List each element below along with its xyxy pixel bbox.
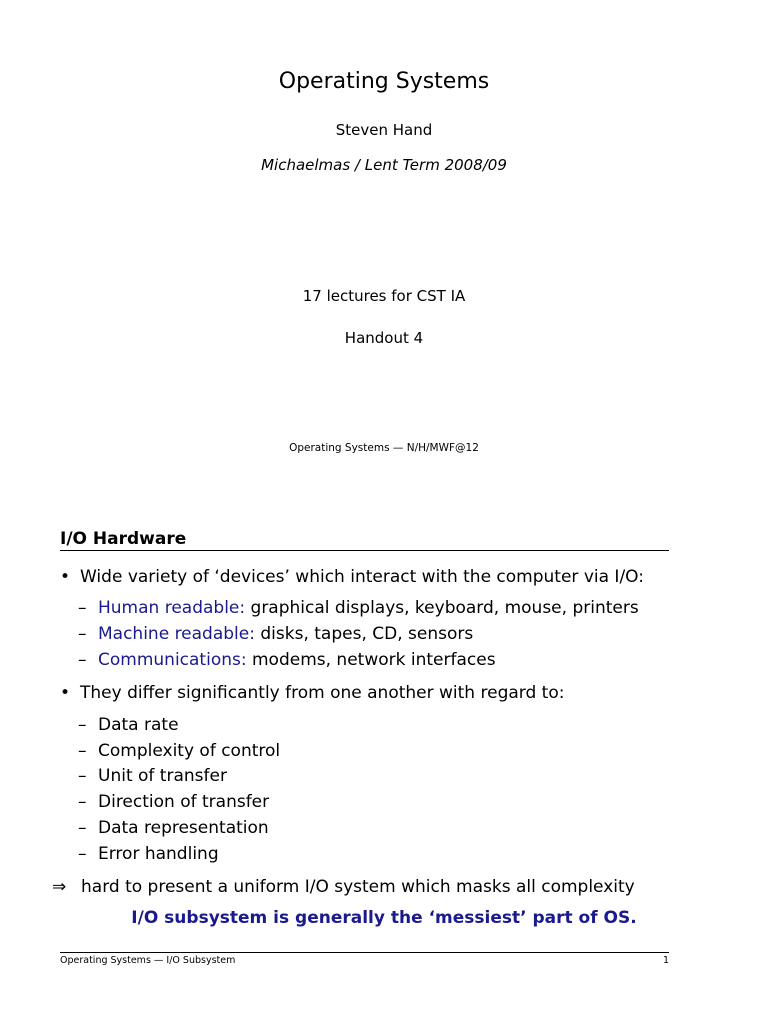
author-name: Steven Hand bbox=[335, 121, 433, 139]
device-examples: disks, tapes, CD, sensors bbox=[254, 624, 474, 644]
emphasis-statement: I/O subsystem is generally the ‘messiest’ part of OS. bbox=[131, 908, 637, 928]
dash-marker: – bbox=[78, 844, 87, 864]
sub-item-text: Data representation bbox=[98, 818, 269, 838]
term-separator: : bbox=[249, 624, 255, 644]
bullet-marker: • bbox=[60, 683, 71, 703]
device-category-term: Machine readable bbox=[98, 624, 250, 644]
slide-footer: Operating Systems — I/O Subsystem bbox=[60, 955, 236, 966]
bullet-text: They differ significantly from one another with regard to: bbox=[80, 683, 565, 703]
dash-marker: – bbox=[78, 650, 87, 670]
dash-marker: – bbox=[78, 598, 87, 618]
page-number: 1 bbox=[662, 955, 669, 966]
term-separator: : bbox=[240, 650, 247, 670]
sub-item-text: Direction of transfer bbox=[98, 792, 270, 812]
implies-arrow-icon: ⇒ bbox=[52, 877, 67, 897]
device-category-term: Communications bbox=[98, 650, 241, 670]
conclusion-text: hard to present a uniform I/O system which masks all complexity bbox=[81, 877, 635, 897]
bullet-marker: • bbox=[60, 567, 71, 587]
dash-marker: – bbox=[78, 715, 87, 735]
term-separator: : bbox=[239, 598, 246, 618]
term-label: Michaelmas / Lent Term 2008/09 bbox=[261, 156, 507, 174]
bullet-text: Wide variety of ‘devices’ which interact with the computer via I/O: bbox=[80, 567, 644, 587]
lecture-count: 17 lectures for CST IA bbox=[302, 287, 466, 305]
dash-marker: – bbox=[78, 624, 87, 644]
section-heading: I/O Hardware bbox=[60, 529, 187, 549]
sub-item-text bbox=[98, 649, 496, 671]
sub-item-text bbox=[98, 623, 473, 645]
device-category-term: Human readable bbox=[98, 598, 240, 618]
dash-marker: – bbox=[78, 818, 87, 838]
device-examples: modems, network interfaces bbox=[246, 650, 496, 670]
dash-marker: – bbox=[78, 792, 87, 812]
footer-rule bbox=[60, 952, 669, 953]
sub-item-text bbox=[98, 597, 639, 619]
sub-item-text: Unit of transfer bbox=[98, 766, 227, 786]
dash-marker: – bbox=[78, 741, 87, 761]
sub-item-text: Error handling bbox=[98, 844, 219, 864]
device-examples: graphical displays, keyboard, mouse, printers bbox=[245, 598, 639, 618]
handout-label: Handout 4 bbox=[344, 329, 424, 347]
dash-marker: – bbox=[78, 766, 87, 786]
title-footer: Operating Systems — N/H/MWF@12 bbox=[289, 442, 479, 454]
sub-item-text: Complexity of control bbox=[98, 741, 281, 761]
sub-item-text: Data rate bbox=[98, 715, 179, 735]
heading-rule bbox=[60, 550, 669, 551]
document-title: Operating Systems bbox=[278, 69, 490, 94]
